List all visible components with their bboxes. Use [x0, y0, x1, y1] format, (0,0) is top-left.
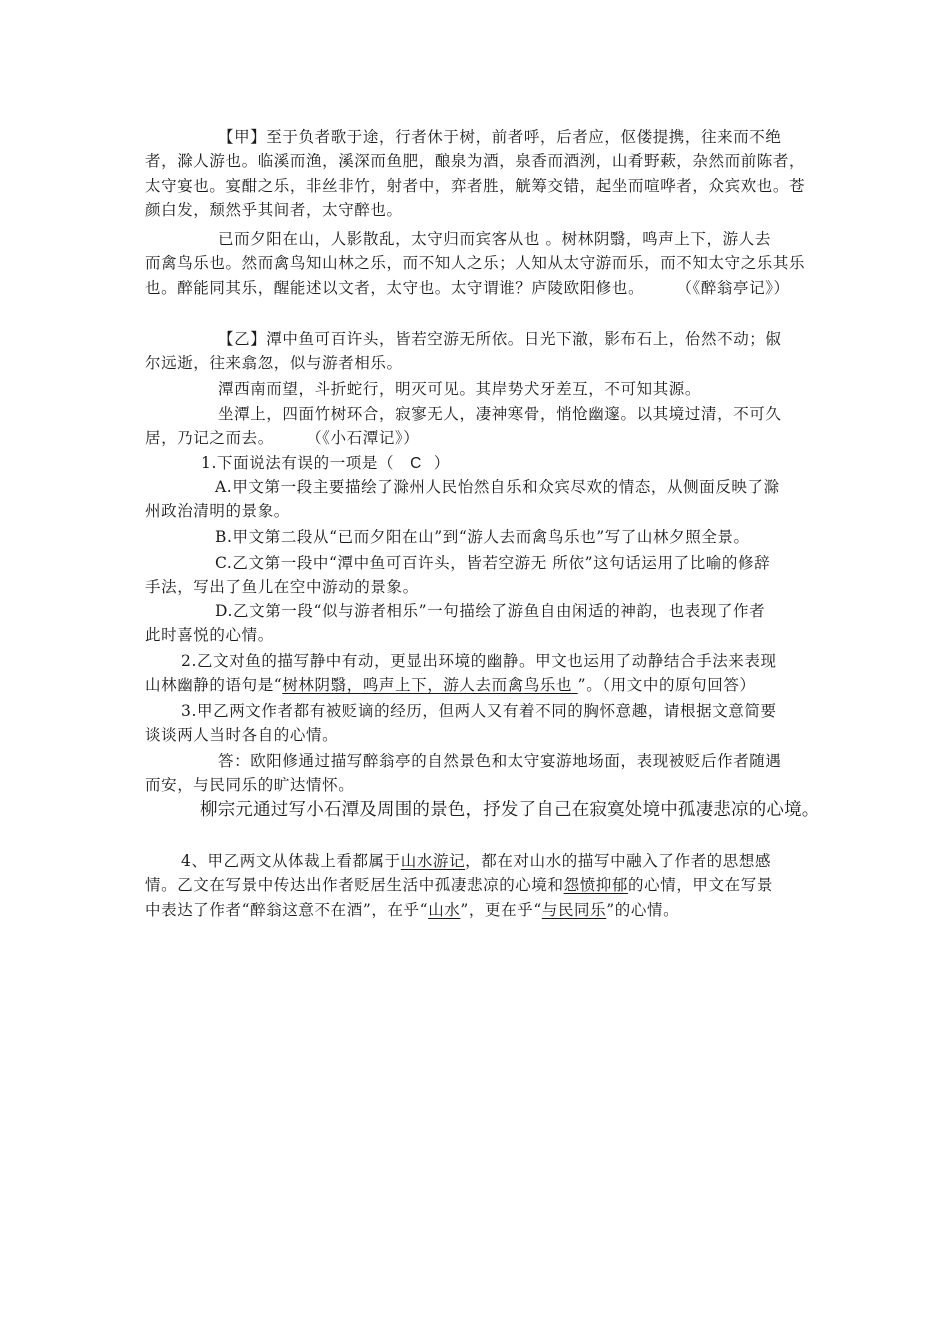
question-4-line1-after: ，都在对山水的描写中融入了作者的思想感: [465, 852, 772, 870]
question-4-line2: [145, 873, 813, 897]
question-1-stem-text: 1.下面说法有误的一项是（: [201, 454, 395, 472]
question-1-option-a: [145, 475, 813, 524]
option-d-line1: D.乙文第一段“似与游者相乐”一句描绘了游鱼自由闲适的神韵，也表现了作者: [215, 602, 766, 620]
question-3-answer-liu: 柳宗元通过写小石潭及周围的景色，抒发了自己在寂寞处境中孤凄悲凉的心境。: [200, 800, 820, 820]
option-c-line1: C.乙文第一段中“潭中鱼可百许头，皆若空游无 所依”这句话运用了比喻的修辞: [215, 554, 771, 572]
question-4: [145, 849, 813, 922]
passage-yi-p1-rest: 尔远逝，往来翕忽，似与游者相乐。: [145, 354, 403, 373]
question-2-prefix: 山林幽静的语句是“: [145, 676, 283, 695]
question-4-line1: [145, 849, 813, 873]
answer-ouyang-rest: 而安，与民同乐的旷达情怀。: [145, 776, 355, 795]
question-3-answer-ouyang: [145, 749, 813, 798]
passage-jia-source: （《醉翁亭记》）: [684, 278, 790, 297]
question-2-answer: 树林阴翳，鸣声上下，游人去而禽鸟乐也: [282, 676, 578, 695]
option-a-line1: A.甲文第一段主要描绘了滁州人民怡然自乐和众宾尽欢的情态，从侧面反映了滁: [215, 478, 780, 496]
passage-yi-paragraph-2: 潭西南而望，斗折蛇行，明灭可见。其岸势犬牙差互，不可知其源。: [218, 380, 702, 398]
question-1-stem-end: ）: [433, 454, 450, 472]
question-1-option-b: B.甲文第二段从“已而夕阳在山”到“游人去而禽鸟乐也”写了山林夕照全景。: [215, 528, 750, 546]
question-4-line2-after: 的心情，甲文在写景: [628, 876, 773, 895]
question-4-line3-after: ”的心情。: [606, 900, 680, 919]
question-1-stem: [145, 451, 869, 476]
question-4-with-people: 与民同乐: [541, 900, 607, 919]
passage-jia-paragraph-1: [145, 125, 813, 222]
passage-jia-p1-rest: 者，滁人游也。临溪而渔，溪深而鱼肥，酿泉为酒，泉香而酒洌，山肴野蔌，杂然而前陈者，太守宴也。宴酣之乐，非丝非竹，射者中，弈者胜，觥筹交错，起坐而喧哗者，众宾欢也。苍颜白发，颓然乎其间者，太守醉也。: [145, 152, 806, 219]
option-c-rest: 手法，写出了鱼儿在空中游动的景象。: [145, 578, 419, 597]
passage-yi-p1-line1: 【乙】潭中鱼可百许头，皆若空游无所依。日光下澈，影布石上，佁然不动；俶: [218, 330, 782, 348]
question-4-emotion: 怨愤抑郁: [563, 876, 629, 895]
question-3: [145, 699, 813, 748]
passage-yi-p3-rest: [145, 426, 813, 450]
passage-jia-paragraph-2: [145, 227, 813, 300]
question-4-line2-before: 情。乙文在写景中传达出作者贬居生活中孤凄悲凉的心境和: [145, 876, 564, 895]
question-1-answer: C: [410, 455, 422, 472]
passage-yi-paragraph-1: [145, 327, 813, 376]
passage-jia-p2-line1: 已而夕阳在山，人影散乱，太守归而宾客从也 。树林阴翳，鸣声上下，游人去: [218, 230, 771, 248]
question-4-shanshui: 山水: [428, 900, 461, 919]
passage-yi-p3-rest-text: 居，乃记之而去。: [145, 429, 274, 448]
question-2-line2: [145, 673, 813, 697]
question-4-line3: [145, 898, 813, 922]
question-3-rest: 谈谈两人当时各自的心情。: [145, 726, 339, 745]
passage-jia-p1-line1: 【甲】至于负者歌于途，行者休于树，前者呼，后者应，伛偻提携，往来而不绝: [218, 128, 782, 146]
question-2-line1: 2.乙文对鱼的描写静中有动，更显出环境的幽静。甲文也运用了动静结合手法来表现: [181, 652, 777, 670]
passage-jia-p2-rest: [145, 251, 813, 300]
option-a-rest: 州政治清明的景象。: [145, 502, 290, 521]
question-2: [145, 649, 813, 698]
question-3-line1: 3.甲乙两文作者都有被贬谪的经历，但两人又有着不同的胸怀意趣，请根据文意简要: [181, 702, 777, 720]
passage-yi-source: （《小石潭记》）: [313, 429, 420, 448]
question-4-line3-before: 中表达了作者“醉翁这意不在酒”，在乎“: [145, 900, 429, 919]
question-4-line1-before: 4、甲乙两文从体裁上看都属于: [181, 852, 401, 870]
answer-ouyang-line1: 答：欧阳修通过描写醉翁亭的自然景色和太守宴游地场面，表现被贬后作者随遇: [218, 752, 782, 770]
question-4-line3-mid: ”，更在乎“: [460, 900, 542, 919]
option-d-rest: 此时喜悦的心情。: [145, 626, 274, 645]
passage-yi-p3-line1: 坐潭上，四面竹树环合，寂寥无人，凄神寒骨，悄怆幽邃。以其境过清，不可久: [218, 405, 782, 423]
passage-jia-p2-rest-text: 而禽鸟乐也。然而禽鸟知山林之乐，而不知人之乐；人知从太守游而乐，而不知太守之乐其乐也。醉能同其乐，醒能述以文者，太守也。太守谓谁？庐陵欧阳修也。: [145, 254, 806, 297]
question-4-genre: 山水游记: [400, 852, 466, 870]
question-1-option-d: [145, 599, 813, 648]
question-2-suffix: ”。（用文中的原句回答）: [577, 676, 756, 695]
passage-yi-paragraph-3: [145, 402, 813, 451]
question-1-option-c: [145, 551, 813, 600]
